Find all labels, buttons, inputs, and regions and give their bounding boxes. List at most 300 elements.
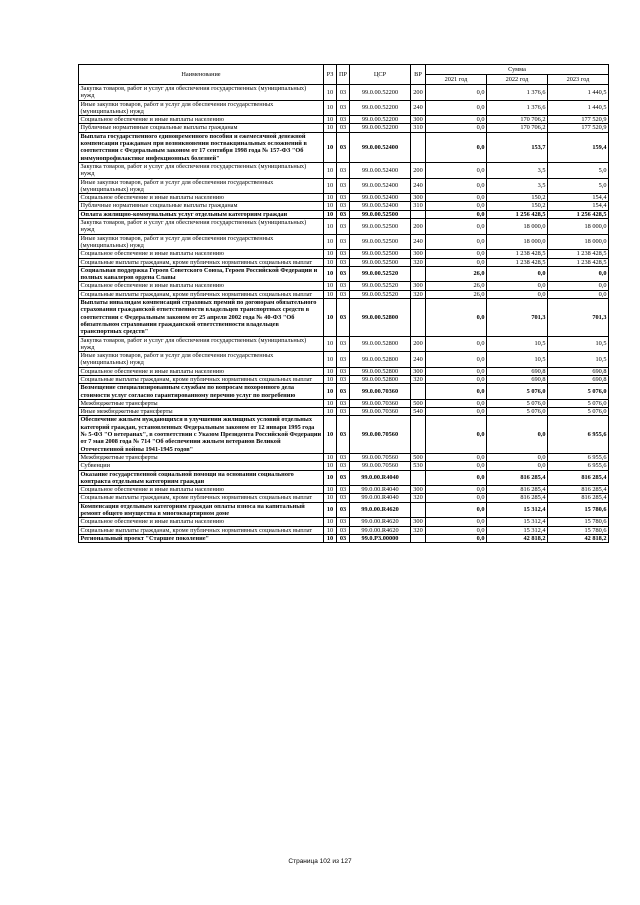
cell-csr: 99.0.00.52500 bbox=[350, 250, 411, 258]
cell-vr bbox=[411, 384, 426, 400]
table-row bbox=[79, 502, 609, 518]
cell-pr: 03 bbox=[337, 162, 350, 178]
cell-name: Межбюджетные трансферты bbox=[79, 453, 324, 461]
cell-csr: 99.0.00.52520 bbox=[350, 266, 411, 282]
table-row bbox=[79, 416, 609, 453]
cell-2021: 0,0 bbox=[426, 250, 487, 258]
cell-vr bbox=[411, 299, 426, 336]
cell-2021: 0,0 bbox=[426, 486, 487, 494]
cell-name: Иные межбюджетные трансферты bbox=[79, 408, 324, 416]
cell-2021: 0,0 bbox=[426, 202, 487, 210]
cell-2023: 18 000,0 bbox=[548, 219, 609, 235]
table-header bbox=[79, 65, 609, 85]
cell-csr: 99.0.00.52400 bbox=[350, 194, 411, 202]
cell-2021: 0,0 bbox=[426, 258, 487, 266]
cell-vr: 300 bbox=[411, 518, 426, 526]
cell-2023: 6 955,6 bbox=[548, 453, 609, 461]
cell-2022: 816 285,4 bbox=[487, 494, 548, 502]
cell-rz: 10 bbox=[324, 375, 337, 383]
cell-name: Закупка товаров, работ и услуг для обеспечения государственных (муниципальных) нужд bbox=[79, 336, 324, 352]
header-year-2021: 2021 год bbox=[426, 75, 487, 85]
cell-pr: 03 bbox=[337, 526, 350, 534]
cell-2023: 816 285,4 bbox=[548, 470, 609, 486]
cell-name: Иные закупки товаров, работ и услуг для обеспечения государственных (муниципальных) нужд bbox=[79, 234, 324, 250]
cell-csr: 99.0.00.52520 bbox=[350, 282, 411, 290]
page-number: Страница 102 из 127 bbox=[288, 858, 352, 865]
table-row bbox=[79, 526, 609, 534]
cell-2022: 15 312,4 bbox=[487, 502, 548, 518]
header-year-2023: 2023 год bbox=[548, 75, 609, 85]
cell-name: Социальные выплаты гражданам, кроме публичных нормативных социальных выплат bbox=[79, 290, 324, 298]
cell-rz: 10 bbox=[324, 534, 337, 542]
cell-2021: 0,0 bbox=[426, 194, 487, 202]
cell-2021: 0,0 bbox=[426, 124, 487, 132]
header-sums: Сумма bbox=[426, 65, 609, 75]
table-row bbox=[79, 258, 609, 266]
cell-pr: 03 bbox=[337, 534, 350, 542]
cell-name: Социальное обеспечение и иные выплаты населению bbox=[79, 518, 324, 526]
header-vr: ВР bbox=[411, 65, 426, 85]
cell-name: Выплаты инвалидам компенсаций страховых премий по договорам обязательного страхования гражданской ответственности владельцев транспортных средств в соответствии с Федеральным законом от 25 апреля 2002 года № 40-ФЗ "Об обязательном страховании гражданской ответственности владельцев транспортных средств" bbox=[79, 299, 324, 336]
cell-2021: 0,0 bbox=[426, 526, 487, 534]
header-pr: ПР bbox=[337, 65, 350, 85]
cell-pr: 03 bbox=[337, 416, 350, 453]
cell-pr: 03 bbox=[337, 494, 350, 502]
cell-vr bbox=[411, 132, 426, 162]
cell-vr: 200 bbox=[411, 85, 426, 101]
cell-csr: 99.0.00.52400 bbox=[350, 202, 411, 210]
cell-name: Компенсация отдельным категориям граждан оплаты взноса на капитальный ремонт общего имущества в многоквартирном доме bbox=[79, 502, 324, 518]
table-row bbox=[79, 336, 609, 352]
cell-csr: 99.0.00.52200 bbox=[350, 124, 411, 132]
cell-csr: 99.0.00.R4040 bbox=[350, 470, 411, 486]
cell-pr: 03 bbox=[337, 367, 350, 375]
cell-rz: 10 bbox=[324, 352, 337, 368]
cell-name: Закупка товаров, работ и услуг для обеспечения государственных (муниципальных) нужд bbox=[79, 85, 324, 101]
cell-2023: 15 780,6 bbox=[548, 526, 609, 534]
cell-2023: 701,3 bbox=[548, 299, 609, 336]
cell-2021: 0,0 bbox=[426, 178, 487, 194]
cell-pr: 03 bbox=[337, 132, 350, 162]
cell-pr: 03 bbox=[337, 518, 350, 526]
cell-name: Социальное обеспечение и иные выплаты населению bbox=[79, 282, 324, 290]
cell-vr: 310 bbox=[411, 124, 426, 132]
table-row bbox=[79, 375, 609, 383]
cell-2022: 1 238 428,5 bbox=[487, 250, 548, 258]
cell-pr: 03 bbox=[337, 502, 350, 518]
table-row bbox=[79, 202, 609, 210]
cell-2021: 0,0 bbox=[426, 416, 487, 453]
cell-2021: 0,0 bbox=[426, 132, 487, 162]
cell-name: Социальное обеспечение и иные выплаты населению bbox=[79, 194, 324, 202]
cell-pr: 03 bbox=[337, 250, 350, 258]
cell-2021: 0,0 bbox=[426, 453, 487, 461]
cell-2021: 0,0 bbox=[426, 462, 487, 470]
cell-2023: 816 285,4 bbox=[548, 494, 609, 502]
cell-csr: 99.0.00.70360 bbox=[350, 384, 411, 400]
cell-pr: 03 bbox=[337, 282, 350, 290]
table-row bbox=[79, 132, 609, 162]
cell-2023: 10,5 bbox=[548, 352, 609, 368]
header-csr: ЦСР bbox=[350, 65, 411, 85]
table-row bbox=[79, 178, 609, 194]
cell-2022: 0,0 bbox=[487, 462, 548, 470]
cell-csr: 99.0.00.52200 bbox=[350, 100, 411, 116]
cell-csr: 99.0.00.52400 bbox=[350, 178, 411, 194]
cell-rz: 10 bbox=[324, 416, 337, 453]
header-rz: РЗ bbox=[324, 65, 337, 85]
cell-vr: 320 bbox=[411, 375, 426, 383]
cell-2022: 1 376,6 bbox=[487, 100, 548, 116]
cell-rz: 10 bbox=[324, 399, 337, 407]
table-row bbox=[79, 518, 609, 526]
cell-2021: 0,0 bbox=[426, 470, 487, 486]
table-row bbox=[79, 162, 609, 178]
cell-csr: 99.0.00.70560 bbox=[350, 416, 411, 453]
cell-vr: 240 bbox=[411, 234, 426, 250]
cell-2022: 0,0 bbox=[487, 453, 548, 461]
cell-name: Выплата государственного единовременного пособия и ежемесячной денежной компенсации гражданам при возникновении поствакцинальных осложнений в соответствии с Федеральным законом от 17 сентября 1998 года № 157-ФЗ "Об иммунопрофилактике инфекционных болезней" bbox=[79, 132, 324, 162]
cell-pr: 03 bbox=[337, 258, 350, 266]
cell-vr: 300 bbox=[411, 282, 426, 290]
cell-vr: 300 bbox=[411, 116, 426, 124]
cell-2022: 153,7 bbox=[487, 132, 548, 162]
cell-rz: 10 bbox=[324, 384, 337, 400]
cell-2023: 177 520,9 bbox=[548, 116, 609, 124]
cell-pr: 03 bbox=[337, 194, 350, 202]
cell-rz: 10 bbox=[324, 202, 337, 210]
cell-pr: 03 bbox=[337, 266, 350, 282]
cell-vr bbox=[411, 210, 426, 218]
cell-csr: 99.0.00.R4620 bbox=[350, 518, 411, 526]
cell-pr: 03 bbox=[337, 202, 350, 210]
cell-rz: 10 bbox=[324, 462, 337, 470]
cell-2023: 42 818,2 bbox=[548, 534, 609, 542]
cell-vr: 300 bbox=[411, 250, 426, 258]
cell-2023: 18 000,0 bbox=[548, 234, 609, 250]
cell-2022: 10,5 bbox=[487, 352, 548, 368]
cell-2023: 690,8 bbox=[548, 367, 609, 375]
cell-2021: 0,0 bbox=[426, 336, 487, 352]
table-row bbox=[79, 462, 609, 470]
cell-2023: 159,4 bbox=[548, 132, 609, 162]
cell-2023: 10,5 bbox=[548, 336, 609, 352]
cell-vr: 500 bbox=[411, 453, 426, 461]
cell-csr: 99.0.00.R4620 bbox=[350, 502, 411, 518]
cell-2022: 42 818,2 bbox=[487, 534, 548, 542]
cell-2023: 690,8 bbox=[548, 375, 609, 383]
cell-rz: 10 bbox=[324, 486, 337, 494]
cell-2023: 154,4 bbox=[548, 194, 609, 202]
cell-name: Региональный проект "Старшее поколение" bbox=[79, 534, 324, 542]
cell-2021: 0,0 bbox=[426, 100, 487, 116]
cell-2021: 0,0 bbox=[426, 85, 487, 101]
cell-2021: 0,0 bbox=[426, 518, 487, 526]
cell-rz: 10 bbox=[324, 210, 337, 218]
cell-2021: 0,0 bbox=[426, 219, 487, 235]
cell-vr: 200 bbox=[411, 336, 426, 352]
table-row bbox=[79, 266, 609, 282]
table-row bbox=[79, 250, 609, 258]
cell-rz: 10 bbox=[324, 336, 337, 352]
table-row bbox=[79, 453, 609, 461]
cell-2022: 5 076,0 bbox=[487, 384, 548, 400]
cell-2022: 18 000,0 bbox=[487, 219, 548, 235]
cell-pr: 03 bbox=[337, 375, 350, 383]
cell-csr: 99.0.00.R4040 bbox=[350, 486, 411, 494]
table-row bbox=[79, 408, 609, 416]
table-row bbox=[79, 352, 609, 368]
cell-rz: 10 bbox=[324, 290, 337, 298]
cell-vr: 310 bbox=[411, 202, 426, 210]
cell-name: Публичные нормативные социальные выплаты гражданам bbox=[79, 202, 324, 210]
cell-pr: 03 bbox=[337, 116, 350, 124]
cell-2023: 0,0 bbox=[548, 290, 609, 298]
cell-rz: 10 bbox=[324, 116, 337, 124]
cell-name: Социальные выплаты гражданам, кроме публичных нормативных социальных выплат bbox=[79, 258, 324, 266]
cell-pr: 03 bbox=[337, 178, 350, 194]
cell-vr: 200 bbox=[411, 219, 426, 235]
cell-name: Иные закупки товаров, работ и услуг для обеспечения государственных (муниципальных) нужд bbox=[79, 100, 324, 116]
cell-2021: 0,0 bbox=[426, 408, 487, 416]
table-row bbox=[79, 210, 609, 218]
cell-2023: 1 440,5 bbox=[548, 100, 609, 116]
cell-name: Публичные нормативные социальные выплаты гражданам bbox=[79, 124, 324, 132]
cell-name: Социальное обеспечение и иные выплаты населению bbox=[79, 367, 324, 375]
cell-rz: 10 bbox=[324, 250, 337, 258]
cell-pr: 03 bbox=[337, 299, 350, 336]
cell-csr: 99.0.00.52500 bbox=[350, 258, 411, 266]
cell-2022: 10,5 bbox=[487, 336, 548, 352]
cell-rz: 10 bbox=[324, 502, 337, 518]
table-row bbox=[79, 290, 609, 298]
table-body bbox=[79, 85, 609, 543]
cell-pr: 03 bbox=[337, 210, 350, 218]
cell-name: Социальное обеспечение и иные выплаты населению bbox=[79, 250, 324, 258]
cell-vr: 540 bbox=[411, 408, 426, 416]
cell-2022: 1 376,6 bbox=[487, 85, 548, 101]
cell-2022: 0,0 bbox=[487, 416, 548, 453]
cell-2021: 26,0 bbox=[426, 282, 487, 290]
cell-rz: 10 bbox=[324, 219, 337, 235]
cell-csr: 99.0.00.52400 bbox=[350, 132, 411, 162]
cell-pr: 03 bbox=[337, 336, 350, 352]
cell-2021: 26,0 bbox=[426, 266, 487, 282]
cell-rz: 10 bbox=[324, 494, 337, 502]
cell-csr: 99.0.00.52500 bbox=[350, 219, 411, 235]
cell-name: Социальные выплаты гражданам, кроме публичных нормативных социальных выплат bbox=[79, 526, 324, 534]
cell-2022: 1 256 428,5 bbox=[487, 210, 548, 218]
cell-2022: 5 076,0 bbox=[487, 399, 548, 407]
cell-csr: 99.0.00.52800 bbox=[350, 367, 411, 375]
cell-csr: 99.0.00.52800 bbox=[350, 375, 411, 383]
cell-2023: 0,0 bbox=[548, 266, 609, 282]
cell-2022: 15 312,4 bbox=[487, 526, 548, 534]
cell-csr: 99.0.00.70360 bbox=[350, 408, 411, 416]
cell-2022: 0,0 bbox=[487, 266, 548, 282]
cell-name: Иные закупки товаров, работ и услуг для обеспечения государственных (муниципальных) нужд bbox=[79, 352, 324, 368]
table-row bbox=[79, 219, 609, 235]
cell-rz: 10 bbox=[324, 234, 337, 250]
cell-csr: 99.0.P3.00000 bbox=[350, 534, 411, 542]
cell-2021: 0,0 bbox=[426, 534, 487, 542]
table-row bbox=[79, 116, 609, 124]
cell-rz: 10 bbox=[324, 124, 337, 132]
table-row bbox=[79, 194, 609, 202]
cell-csr: 99.0.00.52200 bbox=[350, 116, 411, 124]
cell-2023: 15 780,6 bbox=[548, 518, 609, 526]
cell-vr bbox=[411, 470, 426, 486]
cell-rz: 10 bbox=[324, 408, 337, 416]
cell-2023: 6 955,6 bbox=[548, 416, 609, 453]
cell-rz: 10 bbox=[324, 85, 337, 101]
cell-csr: 99.0.00.52800 bbox=[350, 336, 411, 352]
cell-2023: 5 076,0 bbox=[548, 399, 609, 407]
table-row bbox=[79, 282, 609, 290]
table-row bbox=[79, 399, 609, 407]
cell-vr: 320 bbox=[411, 258, 426, 266]
cell-2023: 5 076,0 bbox=[548, 384, 609, 400]
cell-vr: 500 bbox=[411, 399, 426, 407]
cell-2021: 0,0 bbox=[426, 494, 487, 502]
table-row bbox=[79, 470, 609, 486]
cell-2021: 0,0 bbox=[426, 299, 487, 336]
cell-rz: 10 bbox=[324, 470, 337, 486]
cell-2023: 1 238 428,5 bbox=[548, 250, 609, 258]
header-name: Наименование bbox=[79, 65, 324, 85]
cell-vr: 240 bbox=[411, 352, 426, 368]
cell-2023: 6 955,6 bbox=[548, 462, 609, 470]
cell-pr: 03 bbox=[337, 290, 350, 298]
budget-table bbox=[78, 64, 609, 543]
cell-2022: 5 076,0 bbox=[487, 408, 548, 416]
cell-vr: 300 bbox=[411, 486, 426, 494]
cell-2022: 150,2 bbox=[487, 202, 548, 210]
cell-name: Возмещение специализированным службам по вопросам похоронного дела стоимости услуг согласно гарантированному перечню услуг по погребению bbox=[79, 384, 324, 400]
cell-pr: 03 bbox=[337, 219, 350, 235]
cell-pr: 03 bbox=[337, 470, 350, 486]
cell-rz: 10 bbox=[324, 282, 337, 290]
cell-rz: 10 bbox=[324, 453, 337, 461]
cell-2021: 0,0 bbox=[426, 162, 487, 178]
table-row bbox=[79, 486, 609, 494]
cell-vr: 300 bbox=[411, 367, 426, 375]
table-row bbox=[79, 124, 609, 132]
cell-2022: 690,8 bbox=[487, 375, 548, 383]
cell-vr bbox=[411, 502, 426, 518]
cell-name: Социальная поддержка Героев Советского Союза, Героев Российской Федерации и полных кавалеров ордена Славы bbox=[79, 266, 324, 282]
cell-vr bbox=[411, 534, 426, 542]
cell-csr: 99.0.00.70560 bbox=[350, 453, 411, 461]
cell-2023: 5 076,0 bbox=[548, 408, 609, 416]
table-row bbox=[79, 367, 609, 375]
cell-vr: 240 bbox=[411, 100, 426, 116]
cell-name: Иные закупки товаров, работ и услуг для обеспечения государственных (муниципальных) нужд bbox=[79, 178, 324, 194]
cell-name: Закупка товаров, работ и услуг для обеспечения государственных (муниципальных) нужд bbox=[79, 162, 324, 178]
cell-rz: 10 bbox=[324, 100, 337, 116]
cell-name: Оплата жилищно-коммунальных услуг отдельным категориям граждан bbox=[79, 210, 324, 218]
header-year-2022: 2022 год bbox=[487, 75, 548, 85]
cell-csr: 99.0.00.52400 bbox=[350, 162, 411, 178]
cell-csr: 99.0.00.52200 bbox=[350, 85, 411, 101]
cell-csr: 99.0.00.52800 bbox=[350, 299, 411, 336]
cell-vr: 240 bbox=[411, 178, 426, 194]
cell-vr bbox=[411, 266, 426, 282]
cell-vr: 320 bbox=[411, 494, 426, 502]
cell-name: Закупка товаров, работ и услуг для обеспечения государственных (муниципальных) нужд bbox=[79, 219, 324, 235]
cell-2021: 0,0 bbox=[426, 384, 487, 400]
cell-pr: 03 bbox=[337, 399, 350, 407]
cell-vr: 530 bbox=[411, 462, 426, 470]
cell-rz: 10 bbox=[324, 367, 337, 375]
cell-2021: 0,0 bbox=[426, 234, 487, 250]
table-row bbox=[79, 234, 609, 250]
cell-2023: 154,4 bbox=[548, 202, 609, 210]
cell-2021: 0,0 bbox=[426, 210, 487, 218]
cell-2023: 1 238 428,5 bbox=[548, 258, 609, 266]
table-row bbox=[79, 534, 609, 542]
cell-name: Социальные выплаты гражданам, кроме публичных нормативных социальных выплат bbox=[79, 494, 324, 502]
cell-2021: 0,0 bbox=[426, 375, 487, 383]
cell-pr: 03 bbox=[337, 453, 350, 461]
cell-2023: 15 780,6 bbox=[548, 502, 609, 518]
cell-pr: 03 bbox=[337, 85, 350, 101]
table-row bbox=[79, 494, 609, 502]
cell-2022: 18 000,0 bbox=[487, 234, 548, 250]
cell-rz: 10 bbox=[324, 178, 337, 194]
cell-csr: 99.0.00.70360 bbox=[350, 399, 411, 407]
cell-vr: 320 bbox=[411, 290, 426, 298]
cell-2023: 1 440,5 bbox=[548, 85, 609, 101]
cell-name: Оказание государственной социальной помощи на основании социального контракта отдельным категориям граждан bbox=[79, 470, 324, 486]
cell-2023: 816 285,4 bbox=[548, 486, 609, 494]
cell-csr: 99.0.00.R4040 bbox=[350, 494, 411, 502]
cell-name: Социальное обеспечение и иные выплаты населению bbox=[79, 116, 324, 124]
cell-csr: 99.0.00.R4620 bbox=[350, 526, 411, 534]
cell-pr: 03 bbox=[337, 408, 350, 416]
cell-name: Социальное обеспечение и иные выплаты населению bbox=[79, 486, 324, 494]
cell-2022: 15 312,4 bbox=[487, 518, 548, 526]
cell-pr: 03 bbox=[337, 234, 350, 250]
cell-rz: 10 bbox=[324, 132, 337, 162]
cell-2021: 0,0 bbox=[426, 367, 487, 375]
cell-2022: 816 285,4 bbox=[487, 470, 548, 486]
table-row bbox=[79, 299, 609, 336]
cell-rz: 10 bbox=[324, 162, 337, 178]
cell-rz: 10 bbox=[324, 526, 337, 534]
cell-2021: 0,0 bbox=[426, 502, 487, 518]
cell-rz: 10 bbox=[324, 299, 337, 336]
cell-name: Межбюджетные трансферты bbox=[79, 399, 324, 407]
cell-2023: 5,0 bbox=[548, 162, 609, 178]
cell-2021: 0,0 bbox=[426, 399, 487, 407]
cell-2022: 150,2 bbox=[487, 194, 548, 202]
cell-2023: 177 520,9 bbox=[548, 124, 609, 132]
cell-pr: 03 bbox=[337, 384, 350, 400]
cell-pr: 03 bbox=[337, 462, 350, 470]
cell-pr: 03 bbox=[337, 486, 350, 494]
cell-2021: 0,0 bbox=[426, 352, 487, 368]
table-row bbox=[79, 100, 609, 116]
table-row bbox=[79, 85, 609, 101]
cell-csr: 99.0.00.70560 bbox=[350, 462, 411, 470]
cell-2022: 170 706,2 bbox=[487, 124, 548, 132]
cell-name: Субвенции bbox=[79, 462, 324, 470]
table-row bbox=[79, 384, 609, 400]
cell-vr: 320 bbox=[411, 526, 426, 534]
cell-2022: 690,8 bbox=[487, 367, 548, 375]
cell-2023: 0,0 bbox=[548, 282, 609, 290]
